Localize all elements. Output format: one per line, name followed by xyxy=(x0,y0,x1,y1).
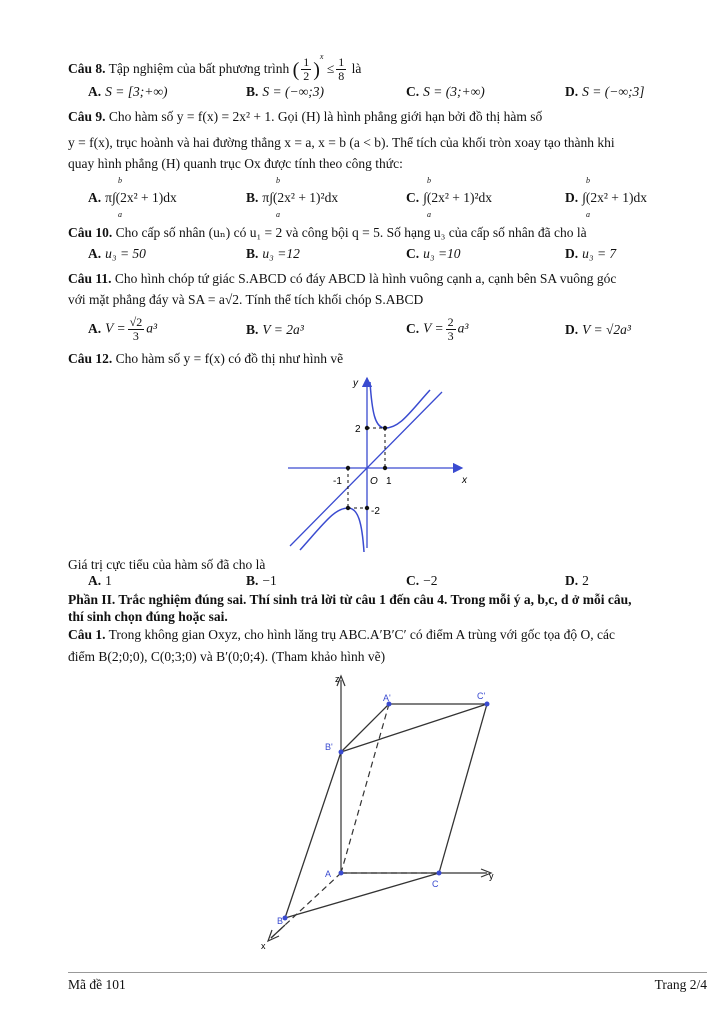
q9-a-lower: a xyxy=(118,210,122,219)
q12-option-a[interactable]: A. 1 xyxy=(88,573,112,588)
q10-option-b[interactable]: B. u₃ =12 xyxy=(246,246,300,261)
q9-line1: Câu 9. Cho hàm số y = f(x) = 2x² + 1. Gọi (H) là hình phẳng giới hạn bởi đồ thị hàm số xyxy=(68,109,543,124)
q12-stem: Câu 12. Cho hàm số y = f(x) có đồ thị như hình vẽ xyxy=(68,351,344,366)
q11-option-a[interactable]: A. V = $\frac{√2}{3}$ a³ xyxy=(88,315,158,343)
p2q1-line1: Câu 1. Trong không gian Oxyz, cho hình lăng trụ ABC.A′B′C′ có điểm A trùng với gốc tọa độ O, các xyxy=(68,627,615,642)
label-z: z xyxy=(335,674,340,684)
q9-a-upper: b xyxy=(118,176,122,185)
point-c xyxy=(437,871,442,876)
q11-option-b[interactable]: B. V = 2a³ xyxy=(246,322,304,337)
q9-option-d[interactable]: D. ∫(2x² + 1)dx xyxy=(565,190,647,205)
part2-heading-line1: Phần II. Trắc nghiệm đúng sai. Thí sinh trả lời từ câu 1 đến câu 4. Trong mỗi ý a, b,c, d ở mỗi câu, xyxy=(68,592,632,607)
q9-d-upper: b xyxy=(586,176,590,185)
q10-label: Câu 10. xyxy=(68,225,113,240)
q11-option-c[interactable]: C. V = $\frac{2}{3}$ a³ xyxy=(406,315,469,343)
graph-y-label: y xyxy=(353,378,358,389)
point-c-prime xyxy=(485,702,490,707)
prism-figure xyxy=(255,668,505,958)
q12-label: Câu 12. xyxy=(68,351,113,366)
q9-b-lower: a xyxy=(276,210,280,219)
label-a: A xyxy=(325,869,332,879)
point-min xyxy=(383,426,387,430)
label-b-prime: B' xyxy=(325,742,333,752)
label-c-prime: C' xyxy=(477,691,486,701)
graph-minus-two-label: -2 xyxy=(371,506,380,517)
graph-x-label: x xyxy=(462,475,467,486)
q9-c-upper: b xyxy=(427,176,431,185)
label-c: C xyxy=(432,879,439,889)
q11-label: Câu 11. xyxy=(68,271,112,286)
part2-heading-line2: thí sinh chọn đúng hoặc sai. xyxy=(68,609,228,624)
q12-question: Giá trị cực tiểu của hàm số đã cho là xyxy=(68,557,266,572)
q8-text: Tập nghiệm của bất phương trình xyxy=(108,61,290,76)
curve-right-branch xyxy=(370,382,430,428)
q9-option-a[interactable]: A. π∫(2x² + 1)dx xyxy=(88,190,177,205)
point-b xyxy=(283,916,288,921)
curve-left-branch xyxy=(300,508,364,552)
q12-graph xyxy=(280,372,480,552)
q9-option-b[interactable]: B. π∫(2x² + 1)²dx xyxy=(246,190,339,205)
q9-d-lower: a xyxy=(586,210,590,219)
q10-options xyxy=(0,246,725,266)
graph-minus-one-label: -1 xyxy=(333,476,342,487)
point-a xyxy=(339,871,344,876)
q10-stem: Câu 10. Cho cấp số nhân (uₙ) có u₁ = 2 và công bội q = 5. Số hạng u₃ của cấp số nhân đã cho là xyxy=(68,225,587,240)
q9-line2: y = f(x), trục hoành và hai đường thẳng x = a, x = b (a < b). Thể tích của khối tròn xoay tạo thành khi xyxy=(68,135,615,150)
q10-option-a[interactable]: A. u₃ = 50 xyxy=(88,246,146,261)
point-b-prime xyxy=(339,750,344,755)
label-a-prime: A' xyxy=(383,693,391,703)
q8-stem: Câu 8. Tập nghiệm của bất phương trình ( $\frac{1}{2}$ )$^x$ ≤ $\frac{1}{8}$ là xyxy=(68,52,362,84)
q10-option-d[interactable]: D. u₃ = 7 xyxy=(565,246,617,261)
footer-exam-code: Mã đề 101 xyxy=(68,977,126,992)
q11-option-d[interactable]: D. V = √2a³ xyxy=(565,322,631,337)
q8-label: Câu 8. xyxy=(68,61,106,76)
q8-tail: là xyxy=(351,61,362,76)
label-x: x xyxy=(261,941,266,951)
q8-option-d[interactable]: D. S = (−∞;3] xyxy=(565,84,645,99)
point-max xyxy=(346,506,350,510)
q12-option-b[interactable]: B. −1 xyxy=(246,573,277,588)
q8-option-b[interactable]: B. S = (−∞;3) xyxy=(246,84,324,99)
q11-line1: Câu 11. Cho hình chóp tứ giác S.ABCD có đáy ABCD là hình vuông cạnh a, cạnh bên SA vuông góc xyxy=(68,271,617,286)
q8-exponent: x xyxy=(319,52,324,61)
q11-line2: với mặt phẳng đáy và SA = a√2. Tính thể tích khối chóp S.ABCD xyxy=(68,292,424,307)
q9-c-lower: a xyxy=(427,210,431,219)
graph-one-label: 1 xyxy=(386,476,392,487)
oblique-asymptote xyxy=(290,392,442,546)
q9-line3: quay hình phẳng (H) quanh trục Ox được tính theo công thức: xyxy=(68,156,403,171)
q8-rhs-fraction: $\frac{1}{8}$ xyxy=(338,55,345,84)
q9-options xyxy=(0,190,725,210)
p2q1-label: Câu 1. xyxy=(68,627,106,642)
q8-options xyxy=(0,84,725,104)
q9-b-upper: b xyxy=(276,176,280,185)
q12-option-c[interactable]: C. −2 xyxy=(406,573,438,588)
label-y: y xyxy=(489,871,494,881)
q10-option-c[interactable]: C. u₃ =10 xyxy=(406,246,461,261)
graph-origin-label: O xyxy=(370,476,378,487)
graph-two-label: 2 xyxy=(355,424,361,435)
q8-option-c[interactable]: C. S = (3;+∞) xyxy=(406,84,485,99)
q8-base-fraction: $\frac{1}{2}$ xyxy=(303,55,310,84)
q12-options xyxy=(0,573,725,593)
footer-page-number: Trang 2/4 xyxy=(654,977,707,992)
p2q1-line2: điểm B(2;0;0), C(0;3;0) và B′(0;0;4). (Tham khảo hình vẽ) xyxy=(68,649,386,664)
q9-label: Câu 9. xyxy=(68,109,106,124)
q11-options xyxy=(0,316,725,346)
q8-option-a[interactable]: A. S = [3;+∞) xyxy=(88,84,168,99)
footer-divider xyxy=(68,972,707,973)
label-b: B xyxy=(277,916,284,926)
q12-option-d[interactable]: D. 2 xyxy=(565,573,589,588)
q9-option-c[interactable]: C. ∫(2x² + 1)²dx xyxy=(406,190,493,205)
